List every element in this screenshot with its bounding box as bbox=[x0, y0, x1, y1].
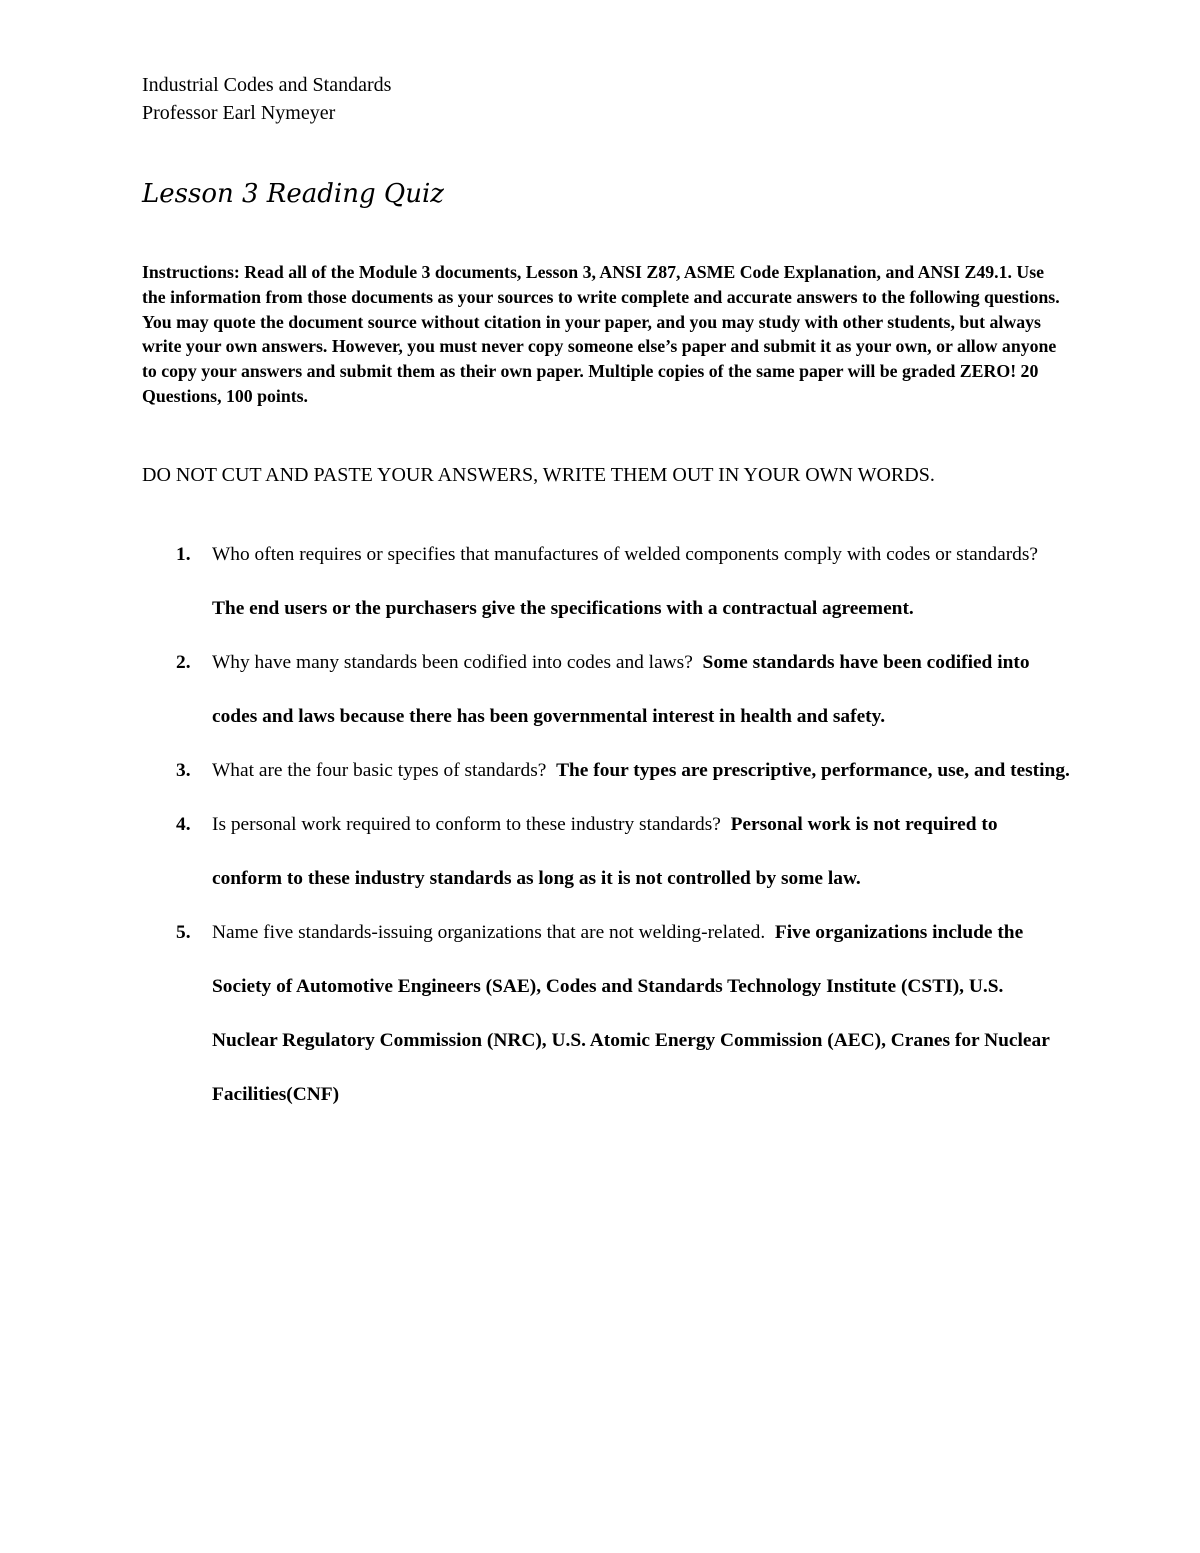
question-text: Is personal work required to conform to these industry standards? bbox=[212, 814, 731, 835]
question-text: Name five standards-issuing organizations that are not welding-related. bbox=[212, 922, 775, 943]
question-item-4 bbox=[142, 798, 1072, 906]
question-number: 5. bbox=[176, 922, 191, 943]
answer-text: Personal work is not required to conform to these industry standards as long as it is not controlled by some law. bbox=[212, 814, 998, 889]
question-number: 2. bbox=[176, 652, 191, 673]
question-number: 4. bbox=[176, 814, 191, 835]
question-list bbox=[142, 528, 1072, 1122]
question-number: 1. bbox=[176, 544, 191, 565]
professor-name: Professor Earl Nymeyer bbox=[142, 102, 336, 124]
instructions-paragraph: Instructions: Read all of the Module 3 documents, Lesson 3, ANSI Z87, ASME Code Explanation, and ANSI Z49.1. Use the information from those documents as your sources to write complete and accurate answers to the following questions. You may quote the document source without citation in your paper, and you may study with other students, but always write your own answers. However, you must never copy someone else’s paper and submit it as your own, or allow anyone to copy your answers and submit them as their own paper. Multiple copies of the same paper will be graded ZERO! 20 Questions, 100 points. bbox=[142, 262, 1060, 406]
question-item-1 bbox=[142, 528, 1072, 636]
warning-paragraph: DO NOT CUT AND PASTE YOUR ANSWERS, WRITE THEM OUT IN YOUR OWN WORDS. bbox=[142, 464, 935, 486]
question-text: Who often requires or specifies that manufactures of welded components comply with codes or standards? bbox=[212, 544, 1043, 565]
answer-text: Five organizations include the Society of Automotive Engineers (SAE), Codes and Standards Technology Institute (CSTI), U.S. Nuclear Regulatory Commission (NRC), U.S. Atomic Energy Commission (AEC), Cranes for Nuclear Facilities(CNF) bbox=[212, 922, 1050, 1105]
question-item-2 bbox=[142, 636, 1072, 744]
question-text: Why have many standards been codified into codes and laws? bbox=[212, 652, 703, 673]
page-title: Lesson 3 Reading Quiz bbox=[142, 179, 444, 209]
answer-text: The four types are prescriptive, performance, use, and testing. bbox=[556, 760, 1070, 781]
course-name: Industrial Codes and Standards bbox=[142, 74, 392, 96]
question-text: What are the four basic types of standards? bbox=[212, 760, 557, 781]
question-item-5 bbox=[142, 906, 1072, 1122]
question-number: 3. bbox=[176, 760, 191, 781]
answer-text: The end users or the purchasers give the specifications with a contractual agreement. bbox=[212, 598, 914, 619]
question-item-3 bbox=[142, 744, 1072, 798]
answer-text: Some standards have been codified into codes and laws because there has been governmental interest in health and safety. bbox=[212, 652, 1030, 727]
